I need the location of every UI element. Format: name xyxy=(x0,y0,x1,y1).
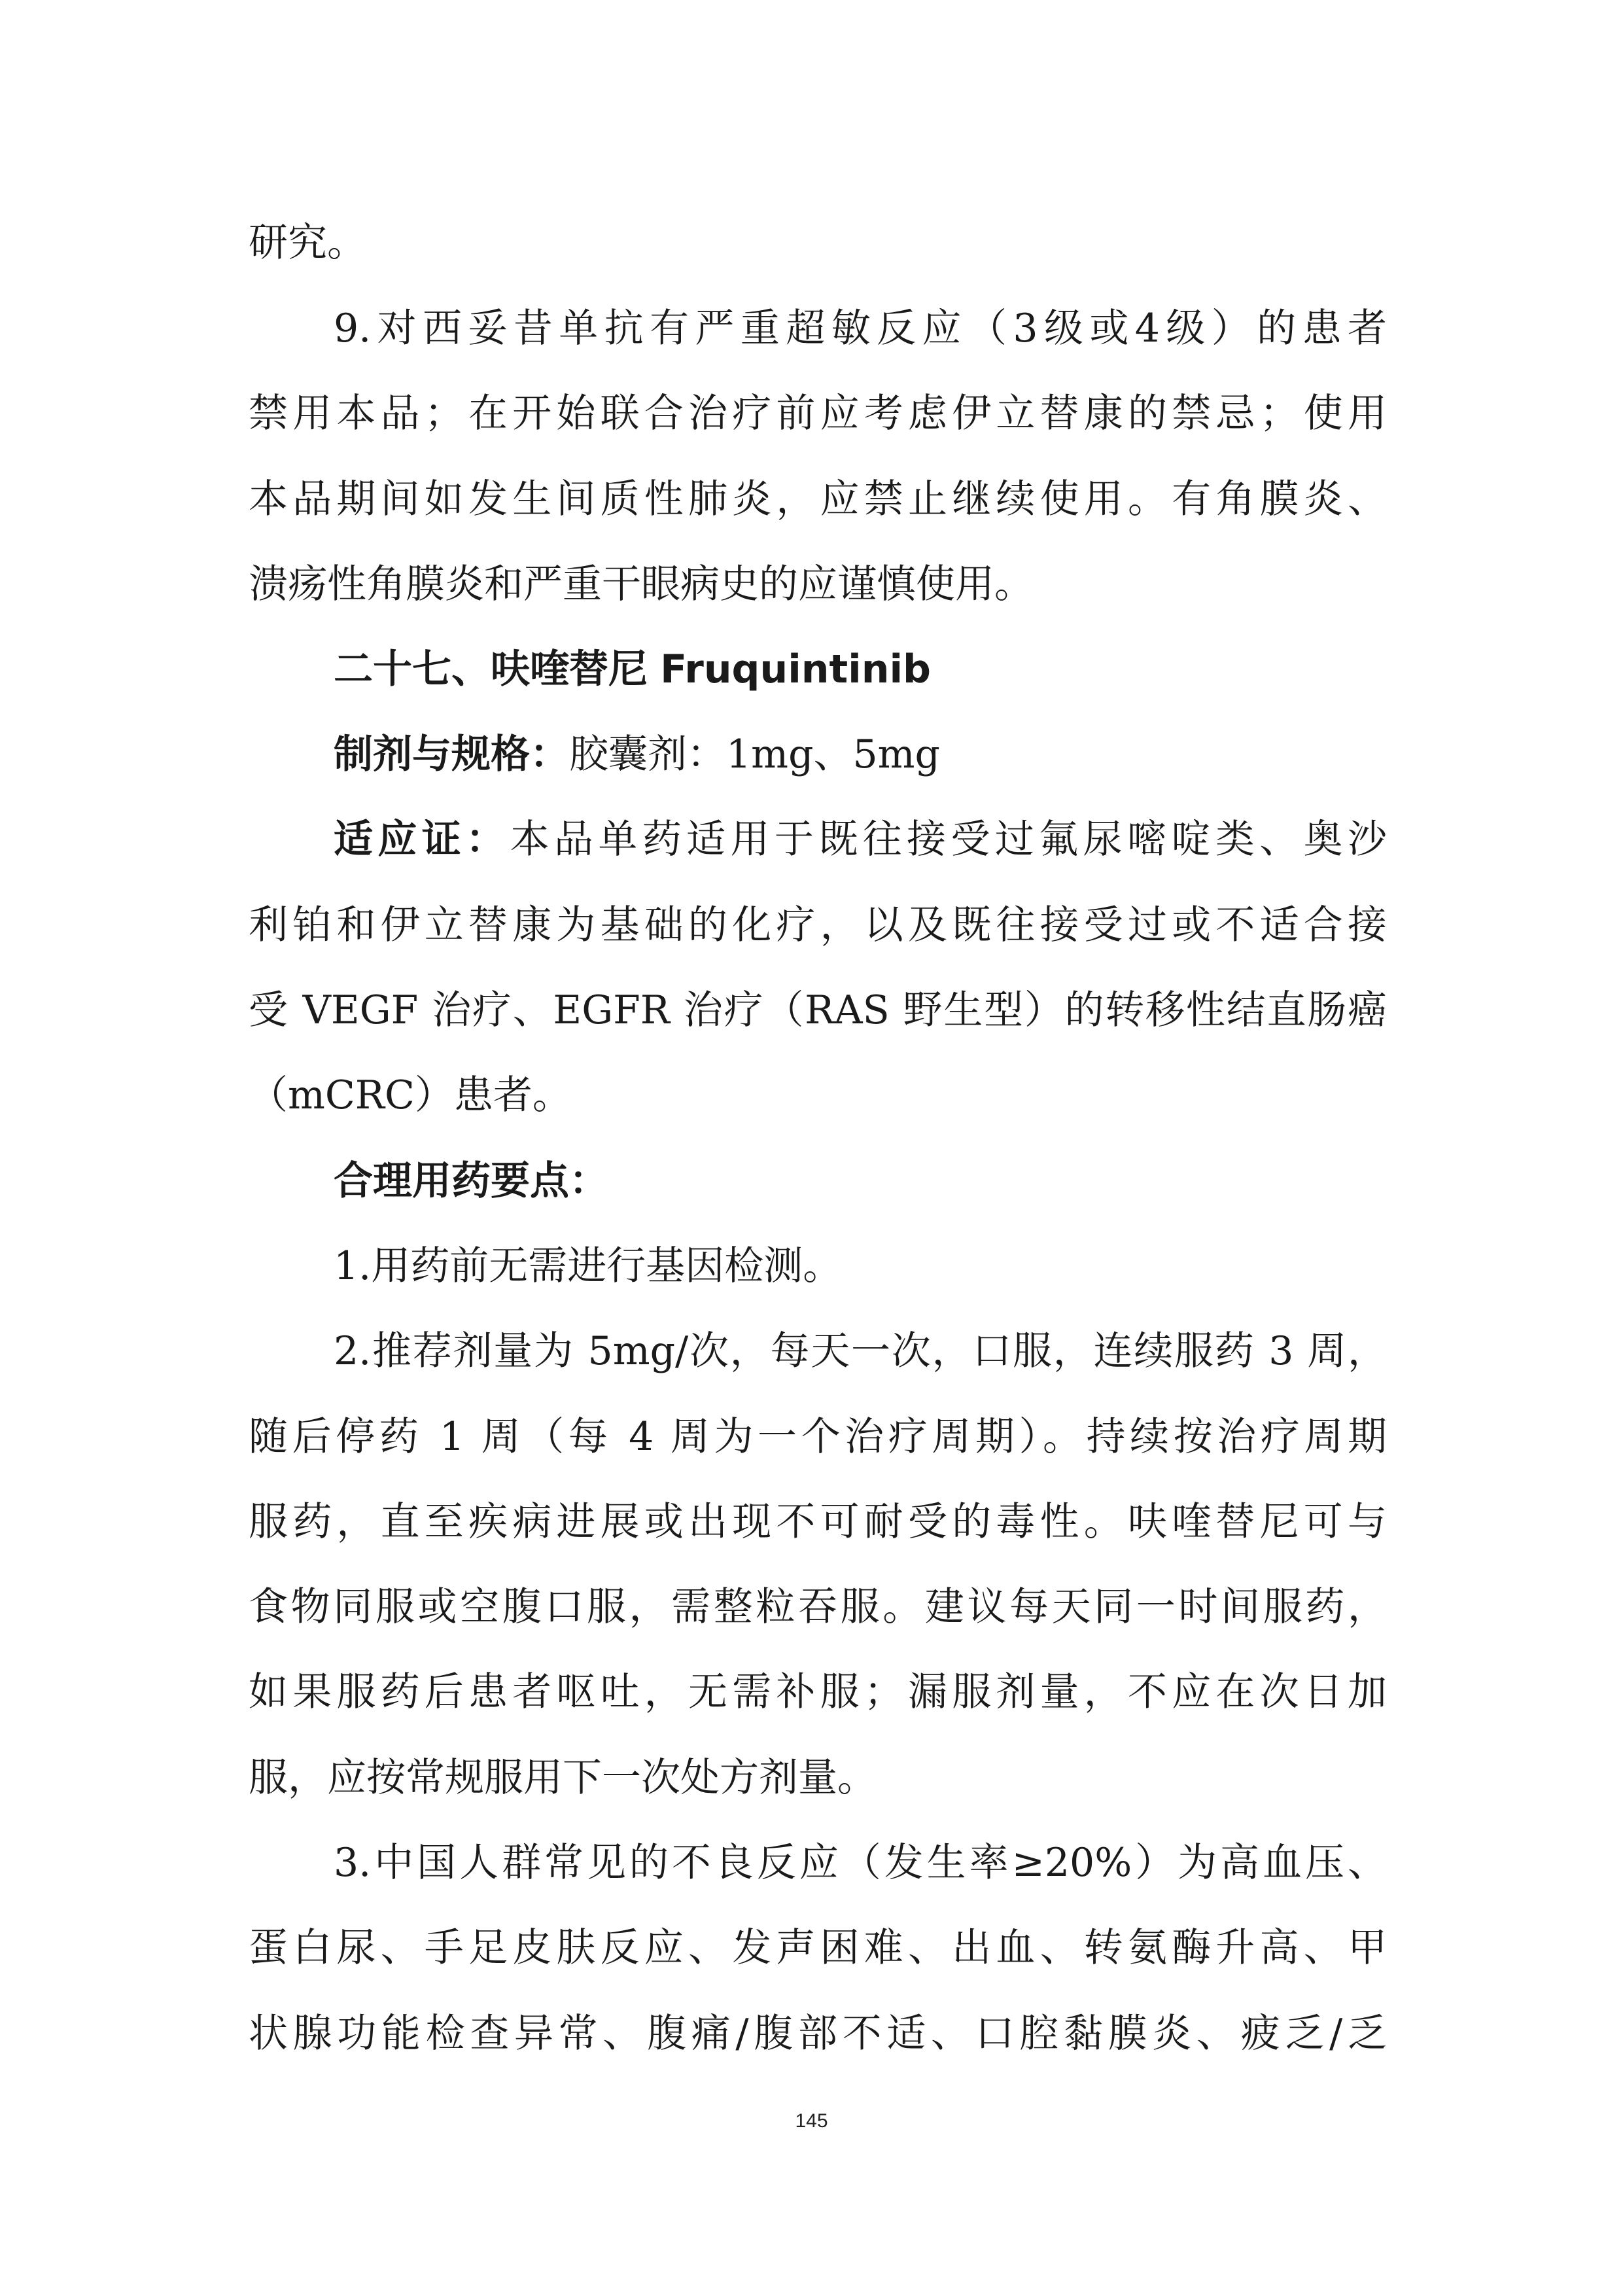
paragraph-line: 溃疡性角膜炎和严重干眼病史的应谨慎使用。 xyxy=(249,561,1034,607)
paragraph-line: 受 VEGF 治疗、EGFR 治疗（RAS 野生型）的转移性结直肠癌 xyxy=(249,987,1387,1033)
paragraph-line: 禁用本品；在开始联合治疗前应考虑伊立替康的禁忌；使用 xyxy=(249,391,1387,436)
formulation-label: 制剂与规格： xyxy=(334,732,569,777)
drug-heading-latin: Fruquintinib xyxy=(660,646,931,692)
paragraph-line: （mCRC）患者。 xyxy=(249,1072,572,1118)
indication-line xyxy=(334,813,1387,866)
paragraph-line: 研究。 xyxy=(249,220,366,266)
point-line: 服，应按常规服用下一次处方剂量。 xyxy=(249,1755,877,1801)
formulation-text: 胶囊剂：1mg、5mg xyxy=(569,732,940,777)
point-line: 随后停药 1 周（每 4 周为一个治疗周期）。持续按治疗周期 xyxy=(249,1414,1387,1460)
point-line: 服药，直至疾病进展或出现不可耐受的毒性。呋喹替尼可与 xyxy=(249,1499,1387,1545)
drug-heading-cn: 二十七、呋喹替尼 xyxy=(334,646,648,692)
formulation-line xyxy=(334,728,1387,781)
point-line: 状腺功能检查异常、腹痛/腹部不适、口腔黏膜炎、疲乏/乏 xyxy=(249,2011,1387,2057)
drug-heading xyxy=(334,643,1387,696)
point-line: 3.中国人群常见的不良反应（发生率≥20%）为高血压、 xyxy=(334,1840,1387,1886)
point-line: 食物同服或空腹口服，需整粒吞服。建议每天同一时间服药， xyxy=(249,1584,1387,1630)
paragraph-line: 本品期间如发生间质性肺炎，应禁止继续使用。有角膜炎、 xyxy=(249,476,1387,522)
paragraph-line: 9.对西妥昔单抗有严重超敏反应（3级或4级）的患者 xyxy=(334,306,1387,351)
indication-text: 本品单药适用于既往接受过氟尿嘧啶类、奥沙 xyxy=(510,817,1387,862)
point-line: 如果服药后患者呕吐，无需补服；漏服剂量，不应在次日加 xyxy=(249,1669,1387,1715)
point-line: 1.用药前无需进行基因检测。 xyxy=(334,1243,843,1289)
paragraph-line: 利铂和伊立替康为基础的化疗，以及既往接受过或不适合接 xyxy=(249,902,1387,948)
point-line: 蛋白尿、手足皮肤反应、发声困难、出血、转氨酶升高、甲 xyxy=(249,1925,1387,1971)
key-points-heading: 合理用药要点： xyxy=(334,1158,608,1204)
page-number: 145 xyxy=(795,2110,828,2132)
indication-label: 适应证： xyxy=(334,817,510,862)
point-line: 2.推荐剂量为 5mg/次，每天一次，口服，连续服药 3 周， xyxy=(334,1328,1387,1374)
